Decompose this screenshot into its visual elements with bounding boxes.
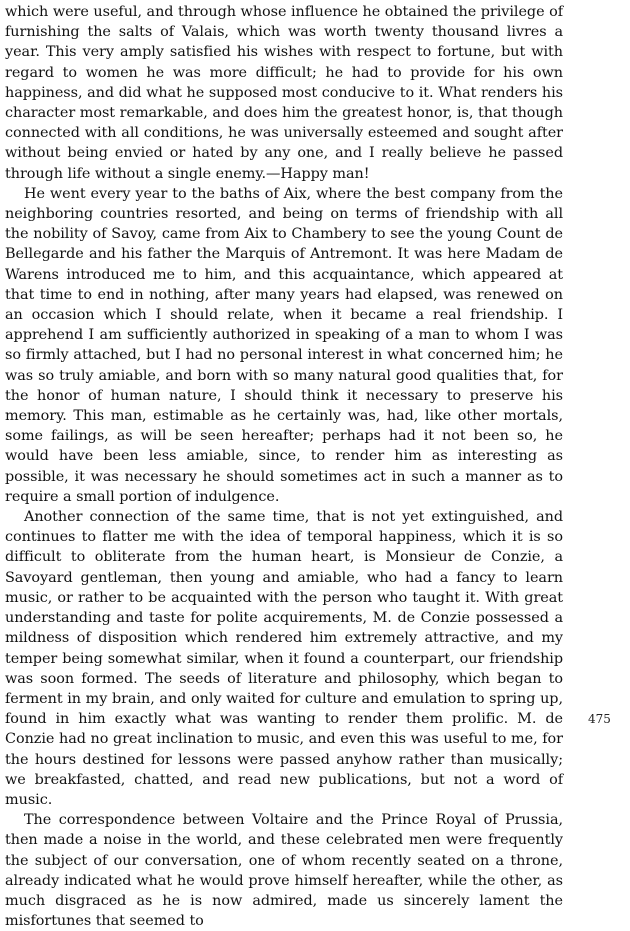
paragraph-baths-of-aix: He went every year to the baths of Aix, where the best company from the neighboring countries resorted, and being on terms of friendship with all the nobility of Savoy, came from Aix to Chambery to see the young Count de Bellegarde and his father the Marquis of Antremont. It was here Madam de Warens introduced me to him, and this acquaintance, which appeared at that time to end in nothing, after many years had elapsed, was renewed on an occasion which I should relate, when it became a real friendship. I apprehend I am sufficiently authorized in speaking of a man to whom I was so firmly attached, but I had no personal interest in what concerned him; he was so truly amiable, and born with so many natural good qualities that, for the honor of human nature, I should think it necessary to preserve his memory. This man, estimable as he certainly was, had, like other mortals, some failings, as will be seen hereafter; perhaps had it not been so, he would have been less amiable, since, to render him as interesting as possible, it was necessary he should sometimes act in such a manner as to require a small portion of indulgence. bbox=[5, 185, 563, 505]
paragraph-monsieur-de-conzie: Another connection of the same time, that is not yet extinguished, and continues to flatter me with the idea of temporal happiness, which it is so difficult to obliterate from the human heart, is Monsieur de Conzie, a Savoyard gentleman, then young and amiable, who had a fancy to learn music, or rather to be acquainted with the person who taught it. With great understanding and taste for polite acquirements, M. de Conzie possessed a mildness of disposition which rendered him extremely attractive, and my temper being somewhat similar, when it found a counterpart, our friendship was soon formed. The seeds of literature and philosophy, which began to ferment in my brain, and only waited for culture and emulation to spring up, found in him exactly what was wanting to render them prolific. M. de Conzie had no great inclination to music, and even this was useful to me, for the hours destined for lessons were passed anyhow rather than musically; we breakfasted, chatted, and read new publications, but not a word of music. bbox=[5, 509, 563, 808]
paragraph-continuation: which were useful, and through whose influence he obtained the privilege of furnishing the salts of Valais, which was worth twenty thousand livres a year. This very amply satisfied his wishes with respect to fortune, but with regard to women he was more difficult; he had to provide for his own happiness, and did what he supposed most conducive to it. What renders his character most remarkable, and does him the greatest honor, is, that though connected with all conditions, he was universally esteemed and sought after without being envied or hated by any one, and I really believe he passed through life without a single enemy.—Happy man! bbox=[5, 4, 563, 182]
page-number: 475 bbox=[588, 712, 611, 726]
paragraph-voltaire-correspondence: The correspondence between Voltaire and the Prince Royal of Prussia, then made a noise in the world, and these celebrated men were frequently the subject of our conversation, one of whom recently seated on a throne, already indicated what he would prove himself hereafter, while the other, as much disgraced as he is now admired, made us sincerely lament the misfortunes that seemed to bbox=[5, 812, 563, 930]
body-text bbox=[5, 2, 563, 931]
